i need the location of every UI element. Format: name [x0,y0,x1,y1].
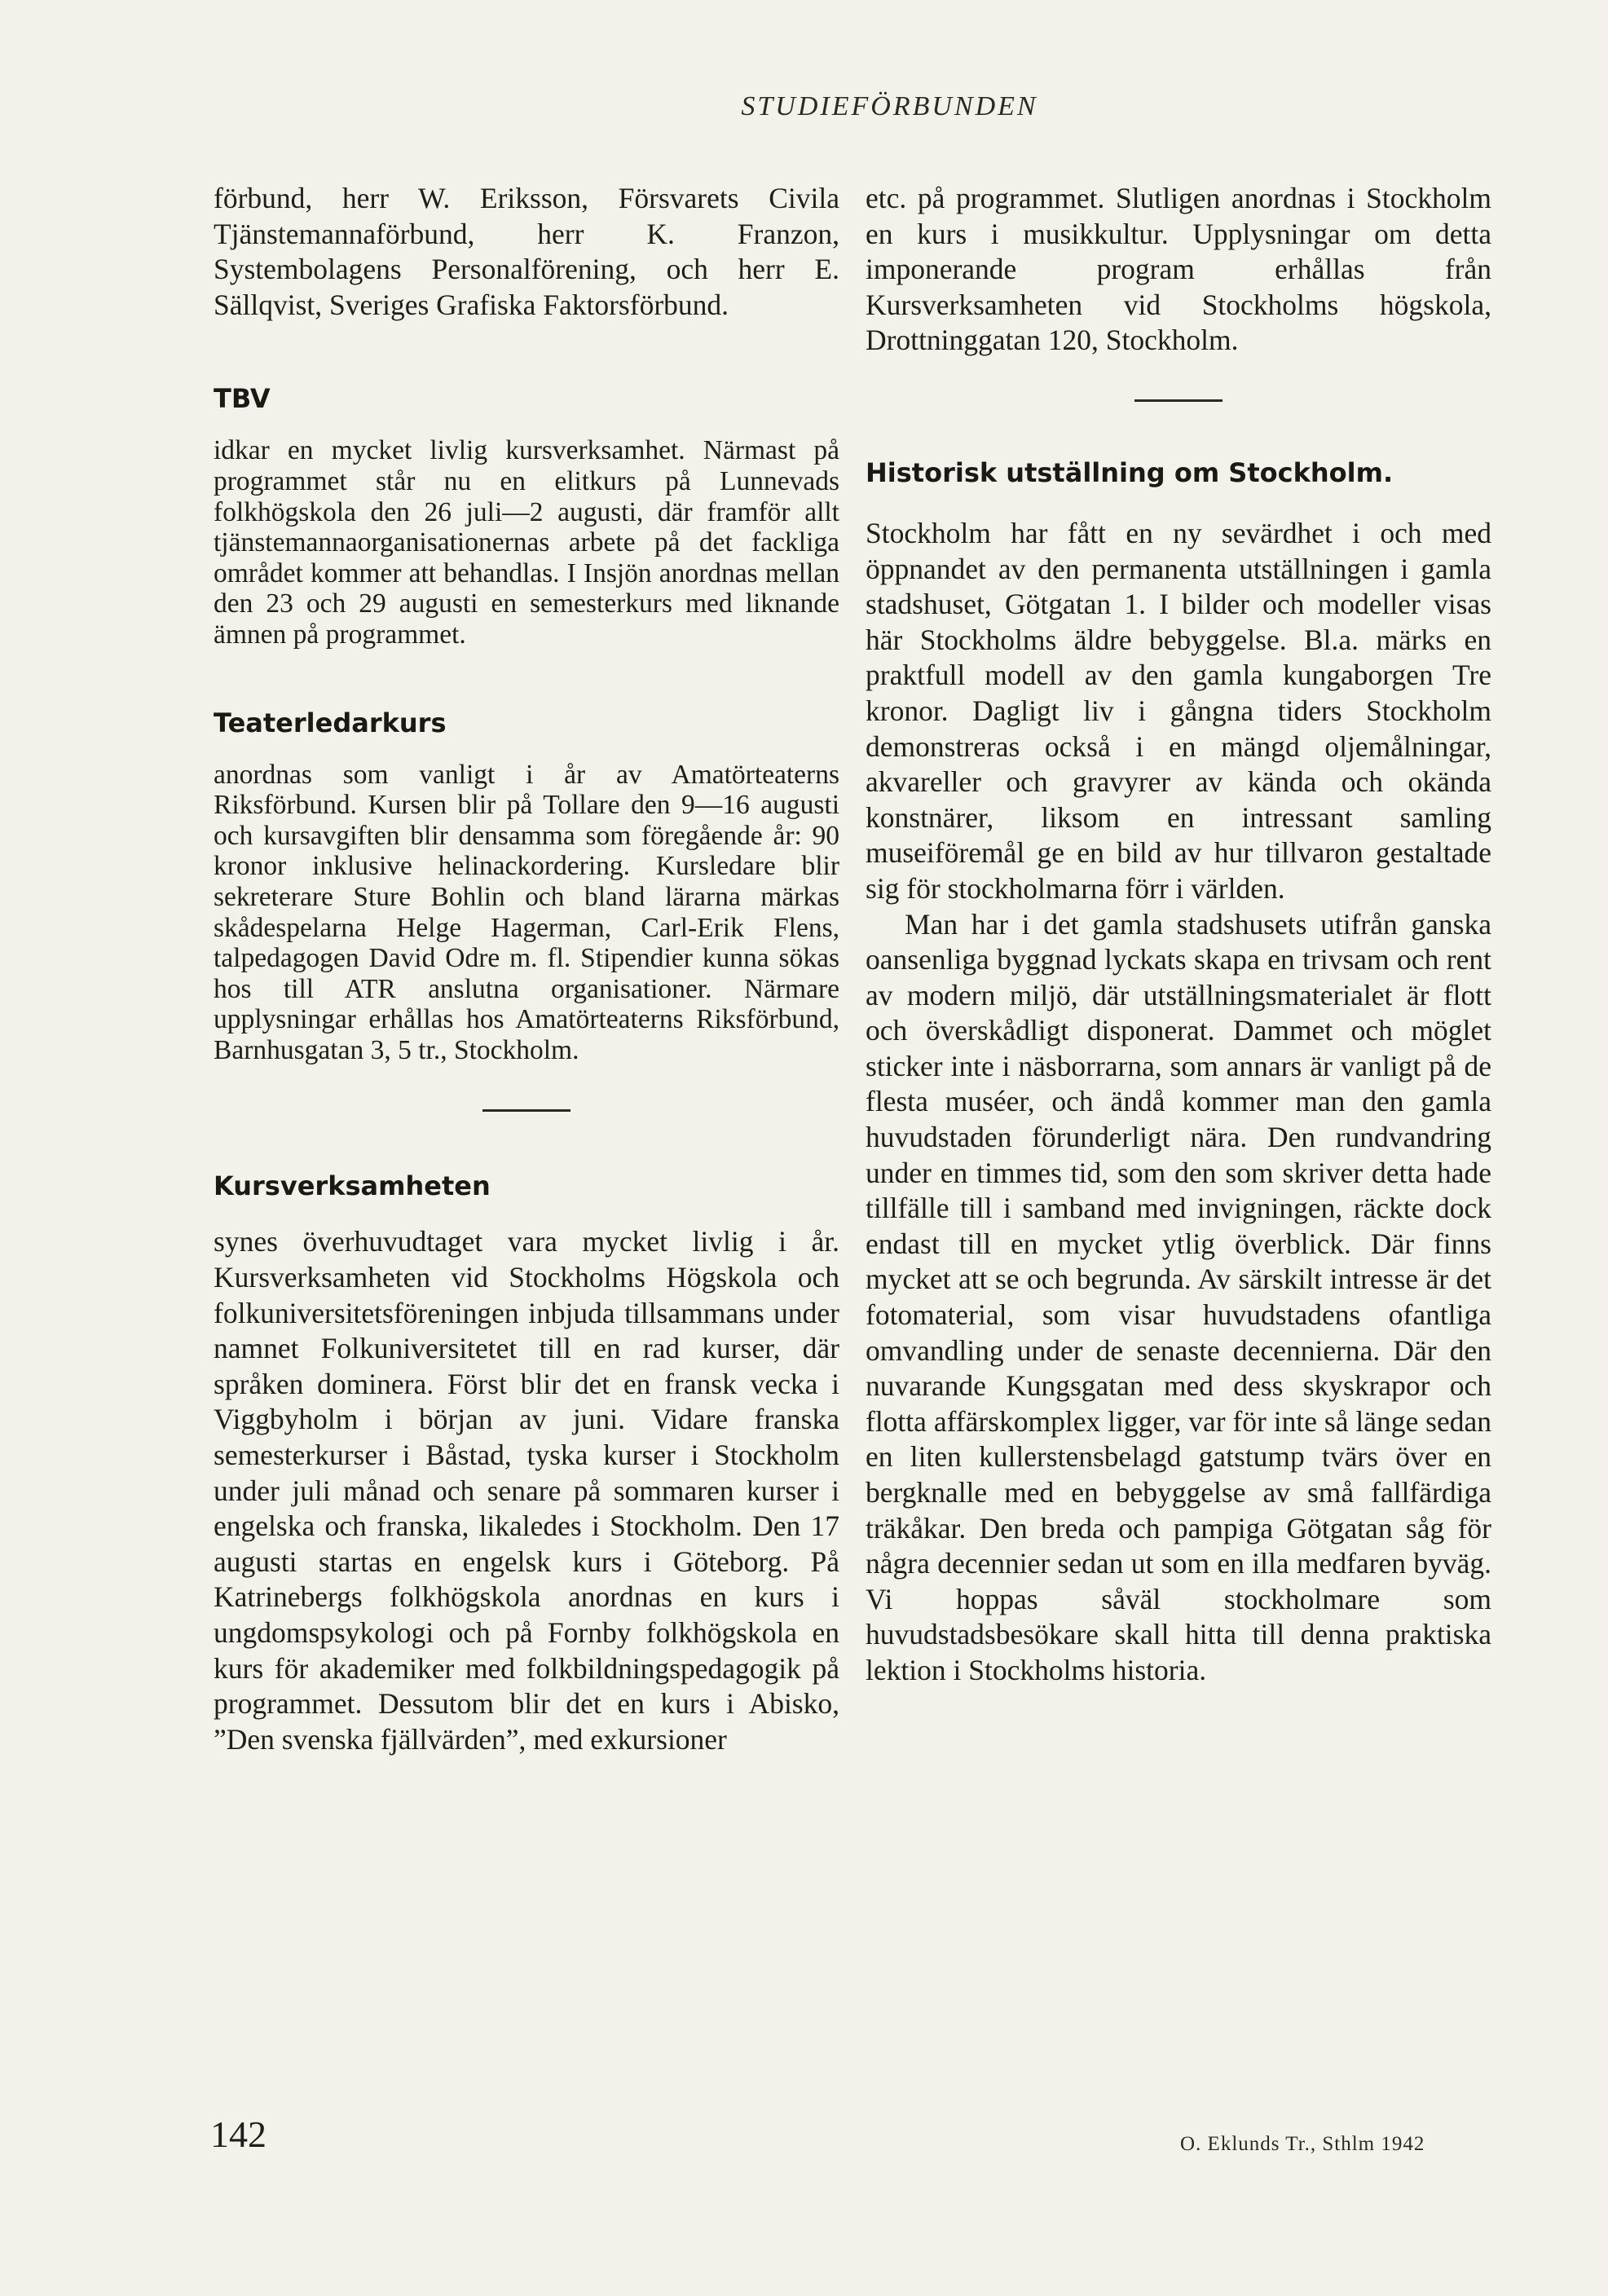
teaterledarkurs-paragraph: anordnas som vanligt i år av Amatörteaterns Riksförbund. Kursen blir på Tollare den 9—16 augusti och kursavgiften blir densamma som föregående år: 90 kronor inklusive helinackordering. Kursledare blir sekreterare Sture Bohlin och bland lärarna märkas skådespelarna Helge Hagerman, Carl-Erik Flens, talpedagogen David Odre m. fl. Stipendier kunna sökas hos till ATR anslutna organisationer. Närmare upplysningar erhållas hos Amatörteaterns Riksförbund, Barnhusgatan 3, 5 tr., Stockholm. [214,759,839,1065]
right-column [866,181,1491,1689]
tbv-heading: TBV [214,383,271,415]
continuation-paragraph: etc. på programmet. Slutligen anordnas i Stockholm en kurs i musikkultur. Upplysningar om detta imponerande program erhållas från Kursverksamheten vid Stockholms högskola, Drottninggatan 120, Stockholm. [866,182,1491,357]
page-number: 142 [210,2113,267,2155]
historisk-paragraph-1: Stockholm har fått en ny sevärdhet i och med öppnandet av den permanenta utställningen i gamla stadshuset, Götgatan 1. I bilder och modeller visas här Stockholms äldre bebyggelse. Bl.a. märks en praktfull modell av den gamla kungaborgen Tre kronor. Dagligt liv i gångna tiders Stockholm demonstreras också i en mängd oljemålningar, akvareller och gravyrer av kända och okända konstnärer, liksom en intressant samling museiföremål ge en bild av hur tillvaron gestaltade sig för stockholmarna förr i världen. [866,516,1491,905]
section-divider-right [1134,399,1223,402]
kursverksamheten-paragraph: synes överhuvudtaget vara mycket livlig i år. Kursverksamheten vid Stockholms Högskola och folkuniversitetsföreningen inbjuda tillsammans under namnet Folkuniversitetet till en rad kurser, där språken dominera. Först blir det en fransk vecka i Viggbyholm i början av juni. Vidare franska semesterkurser i Båstad, tyska kurser i Stockholm under juli månad och senare på sommaren kurser i engelska och franska, likaledes i Stockholm. Den 17 augusti startas en engelsk kurs i Göteborg. På Katrinebergs folkhögskola anordnas en kurs i ungdomspsykologi och på Fornby folkhögskola en kurs för akademiker med folkbildningspedagogik på programmet. Dessutom blir det en kurs i Abisko, ”Den svenska fjällvärden”, med exkursioner [214,1225,839,1756]
historisk-heading: Historisk utställning om Stockholm. [866,456,1394,488]
intro-paragraph: förbund, herr W. Eriksson, Försvarets Civila Tjänstemannaförbund, herr K. Franzon, Systembolagens Personalförening, och herr E. Sällqvist, Sveriges Grafiska Faktorsförbund. [214,182,839,321]
printer-imprint: O. Eklunds Tr., Sthlm 1942 [1180,2133,1425,2155]
historisk-paragraph-2: Man har i det gamla stadshusets utifrån ganska oansenliga byggnad lyckats skapa en trivsam och rent av modern miljö, där utställningsmaterialet är flott och överskådligt disponerat. Dammet och möglet sticker inte i näsborrarna, som annars är vanligt på de flesta muséer, och ändå kommer man den gamla huvudstaden förunderligt nära. Den rundvandring under en timmes tid, som den som skriver detta hade tillfälle till i samband med invigningen, räckte dock endast till en mycket ytlig överblick. Där finns mycket att se och begrunda. Av särskilt intresse är det fotomaterial, som visar huvudstadens ofantliga omvandling under de senaste decennierna. Där den nuvarande Kungsgatan med dess skyskrapor och flotta affärskomplex ligger, var för inte så länge sedan en liten kullerstensbelagd gatstump tvärs över en bergknalle med en bebyggelse av små fallfärdiga träkåkar. Den breda och pampiga Götgatan såg för några decennier sedan ut som en illa medfaren byväg. Vi hoppas såväl stockholmare som huvudstadsbesökare skall hitta till denna praktiska lektion i Stockholms historia. [866,907,1491,1686]
tbv-paragraph: idkar en mycket livlig kursverksamhet. Närmast på programmet står nu en elitkurs på Lunnevads folkhögskola den 26 juli—2 augusti, där framför allt tjänstemannaorganisationernas arbete på det fackliga området kommer att behandlas. I Insjön anordnas mellan den 23 och 29 augusti en semesterkurs med liknande ämnen på programmet. [214,435,839,650]
left-column [214,181,839,1757]
teaterledarkurs-heading: Teaterledarkurs [214,707,447,738]
section-divider-left [482,1109,571,1112]
running-head: STUDIEFÖRBUNDEN [741,91,1038,121]
kursverksamheten-heading: Kursverksamheten [214,1170,491,1202]
